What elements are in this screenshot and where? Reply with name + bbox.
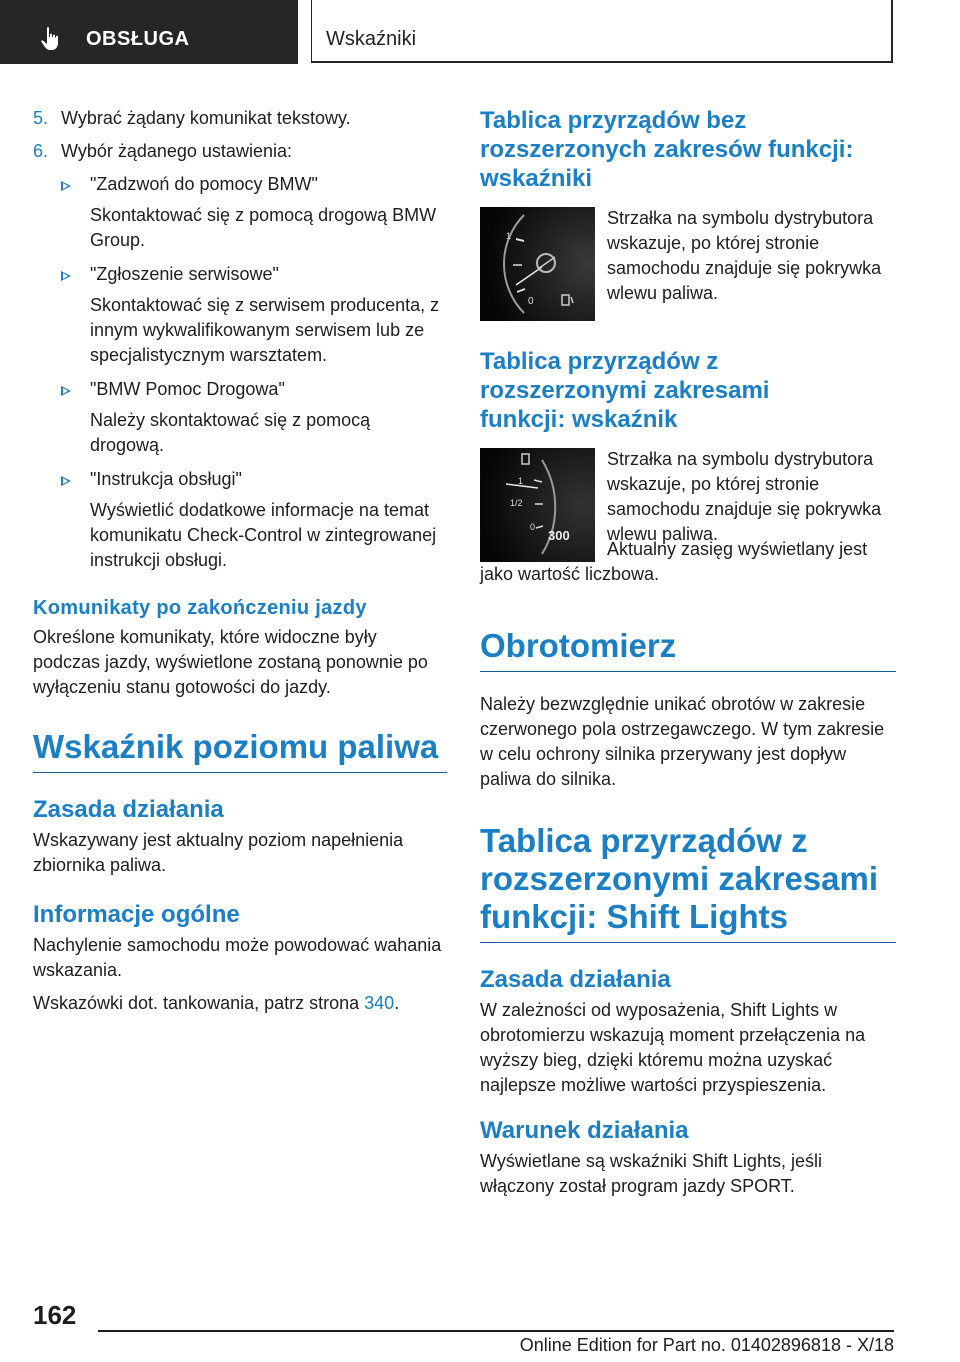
principle-text: Wskazywany jest aktualny poziom napełnienia zbiornika paliwa.	[33, 830, 404, 875]
general-heading: Informacje ogólne	[33, 901, 240, 928]
gauge-tick-full: 1	[506, 231, 512, 241]
triangle-bullet-icon	[61, 181, 71, 191]
panel1-heading: Tablica przyrządów bez rozszerzonych zakresów funkcji: wskaźniki	[480, 107, 854, 192]
step-item	[33, 139, 447, 164]
option-item	[33, 172, 447, 197]
option-label: "BMW Pomoc Drogowa"	[90, 379, 285, 399]
chapter-title: Wskaźniki	[326, 28, 417, 50]
option-label: "Zadzwoń do pomocy BMW"	[90, 174, 318, 194]
step-number: 5.	[33, 108, 49, 128]
edition-note: Online Edition for Part no. 01402896818 - X/18	[519, 1335, 894, 1355]
section-tab	[0, 0, 298, 64]
panel2-range-text: Aktualny zasięg wyświetlany jest jako wartość liczbowa.	[480, 539, 868, 584]
panel1-block	[480, 207, 896, 325]
fuel-range-gauge-image	[480, 448, 595, 562]
panel1-text: Strzałka na symbolu dystrybutora wskazuje, po której stronie samochodu znajduje się pokrywka wlewu paliwa.	[607, 208, 882, 303]
refuel-text	[33, 991, 447, 1016]
option-item	[33, 467, 447, 492]
condition-heading: Warunek działania	[480, 1117, 689, 1144]
option-label: "Zgłoszenie serwisowe"	[90, 264, 279, 284]
step-text: Wybór żądanego ustawienia:	[61, 141, 292, 161]
general-text: Nachylenie samochodu może powodować wahania wskazania.	[33, 935, 442, 980]
shift-principle-text: W zależności od wyposażenia, Shift Lights w obrotomierzu wskazują moment przełączenia na wyższy bieg, dzięki któremu można uzyskać najlepsze możliwe wartości przyspieszenia.	[480, 1000, 866, 1095]
principle-heading: Zasada działania	[33, 796, 224, 823]
after-drive-text: Określone komunikaty, które widoczne były podczas jazdy, wyświetlone zostaną ponownie po wyłączeniu stanu gotowości do jazdy.	[33, 627, 428, 697]
triangle-bullet-icon	[61, 386, 71, 396]
page-number: 162	[33, 1300, 77, 1330]
footer-rule	[98, 1330, 894, 1332]
after-drive-heading: Komunikaty po zakończeniu jazdy	[33, 597, 367, 619]
panel2-heading: Tablica przyrządów z rozszerzonymi zakresami funkcji: wskaźnik	[480, 348, 770, 433]
fuel-gauge-heading: Wskaźnik poziomu paliwa	[33, 728, 447, 773]
fuel-gauge-image	[480, 207, 595, 321]
tacho-text: Należy bezwzględnie unikać obrotów w zakresie czerwonego pola ostrzegawczego. W tym zakresie w celu ochrony silnika przerywany jest dopływ paliwa do silnika.	[480, 694, 885, 789]
section-title: OBSŁUGA	[86, 28, 190, 50]
condition-text: Wyświetlane są wskaźniki Shift Lights, jeśli włączony został program jazdy SPORT.	[480, 1151, 822, 1196]
gauge-tick-empty: 0	[528, 296, 534, 307]
option-item	[33, 262, 447, 287]
tacho-heading: Obrotomierz	[480, 627, 896, 672]
hand-pointer-icon	[40, 26, 64, 52]
right-column	[480, 96, 896, 1199]
triangle-bullet-icon	[61, 476, 71, 486]
gauge-tick-full: 1	[518, 476, 524, 486]
option-description: Należy skontaktować się z pomocą drogową.	[90, 410, 371, 455]
chapter-header	[311, 0, 893, 63]
option-item	[33, 377, 447, 402]
left-column	[33, 96, 447, 1016]
refuel-label: Wskazówki dot. tankowania, patrz strona	[33, 993, 365, 1013]
option-label: "Instrukcja obsługi"	[90, 469, 242, 489]
page-link-340[interactable]: 340	[364, 993, 395, 1013]
step-item	[33, 106, 447, 131]
step-text: Wybrać żądany komunikat tekstowy.	[61, 108, 351, 128]
triangle-bullet-icon	[61, 271, 71, 281]
refuel-end: .	[394, 993, 400, 1013]
shift-principle-heading: Zasada działania	[480, 966, 671, 993]
shift-lights-heading: Tablica przyrządów z rozszerzonymi zakresami funkcji: Shift Lights	[480, 822, 896, 943]
gauge-tick-half: 1/2	[510, 498, 523, 508]
option-description: Skontaktować się z pomocą drogową BMW Group.	[90, 205, 437, 250]
panel2-text: Strzałka na symbolu dystrybutora wskazuje, po której stronie samochodu znajduje się pokrywka wlewu paliwa.	[607, 449, 882, 544]
option-description: Skontaktować się z serwisem producenta, z innym wykwalifikowanym serwisem lub ze specjalistycznym warsztatem.	[90, 295, 440, 365]
panel2-block	[480, 448, 896, 562]
gauge-tick-empty: 0	[530, 522, 536, 532]
step-number: 6.	[33, 141, 49, 161]
gauge-range-value: 300	[548, 528, 570, 543]
option-description: Wyświetlić dodatkowe informacje na temat komunikatu Check-Control w zintegrowanej instrukcji obsługi.	[90, 500, 437, 570]
